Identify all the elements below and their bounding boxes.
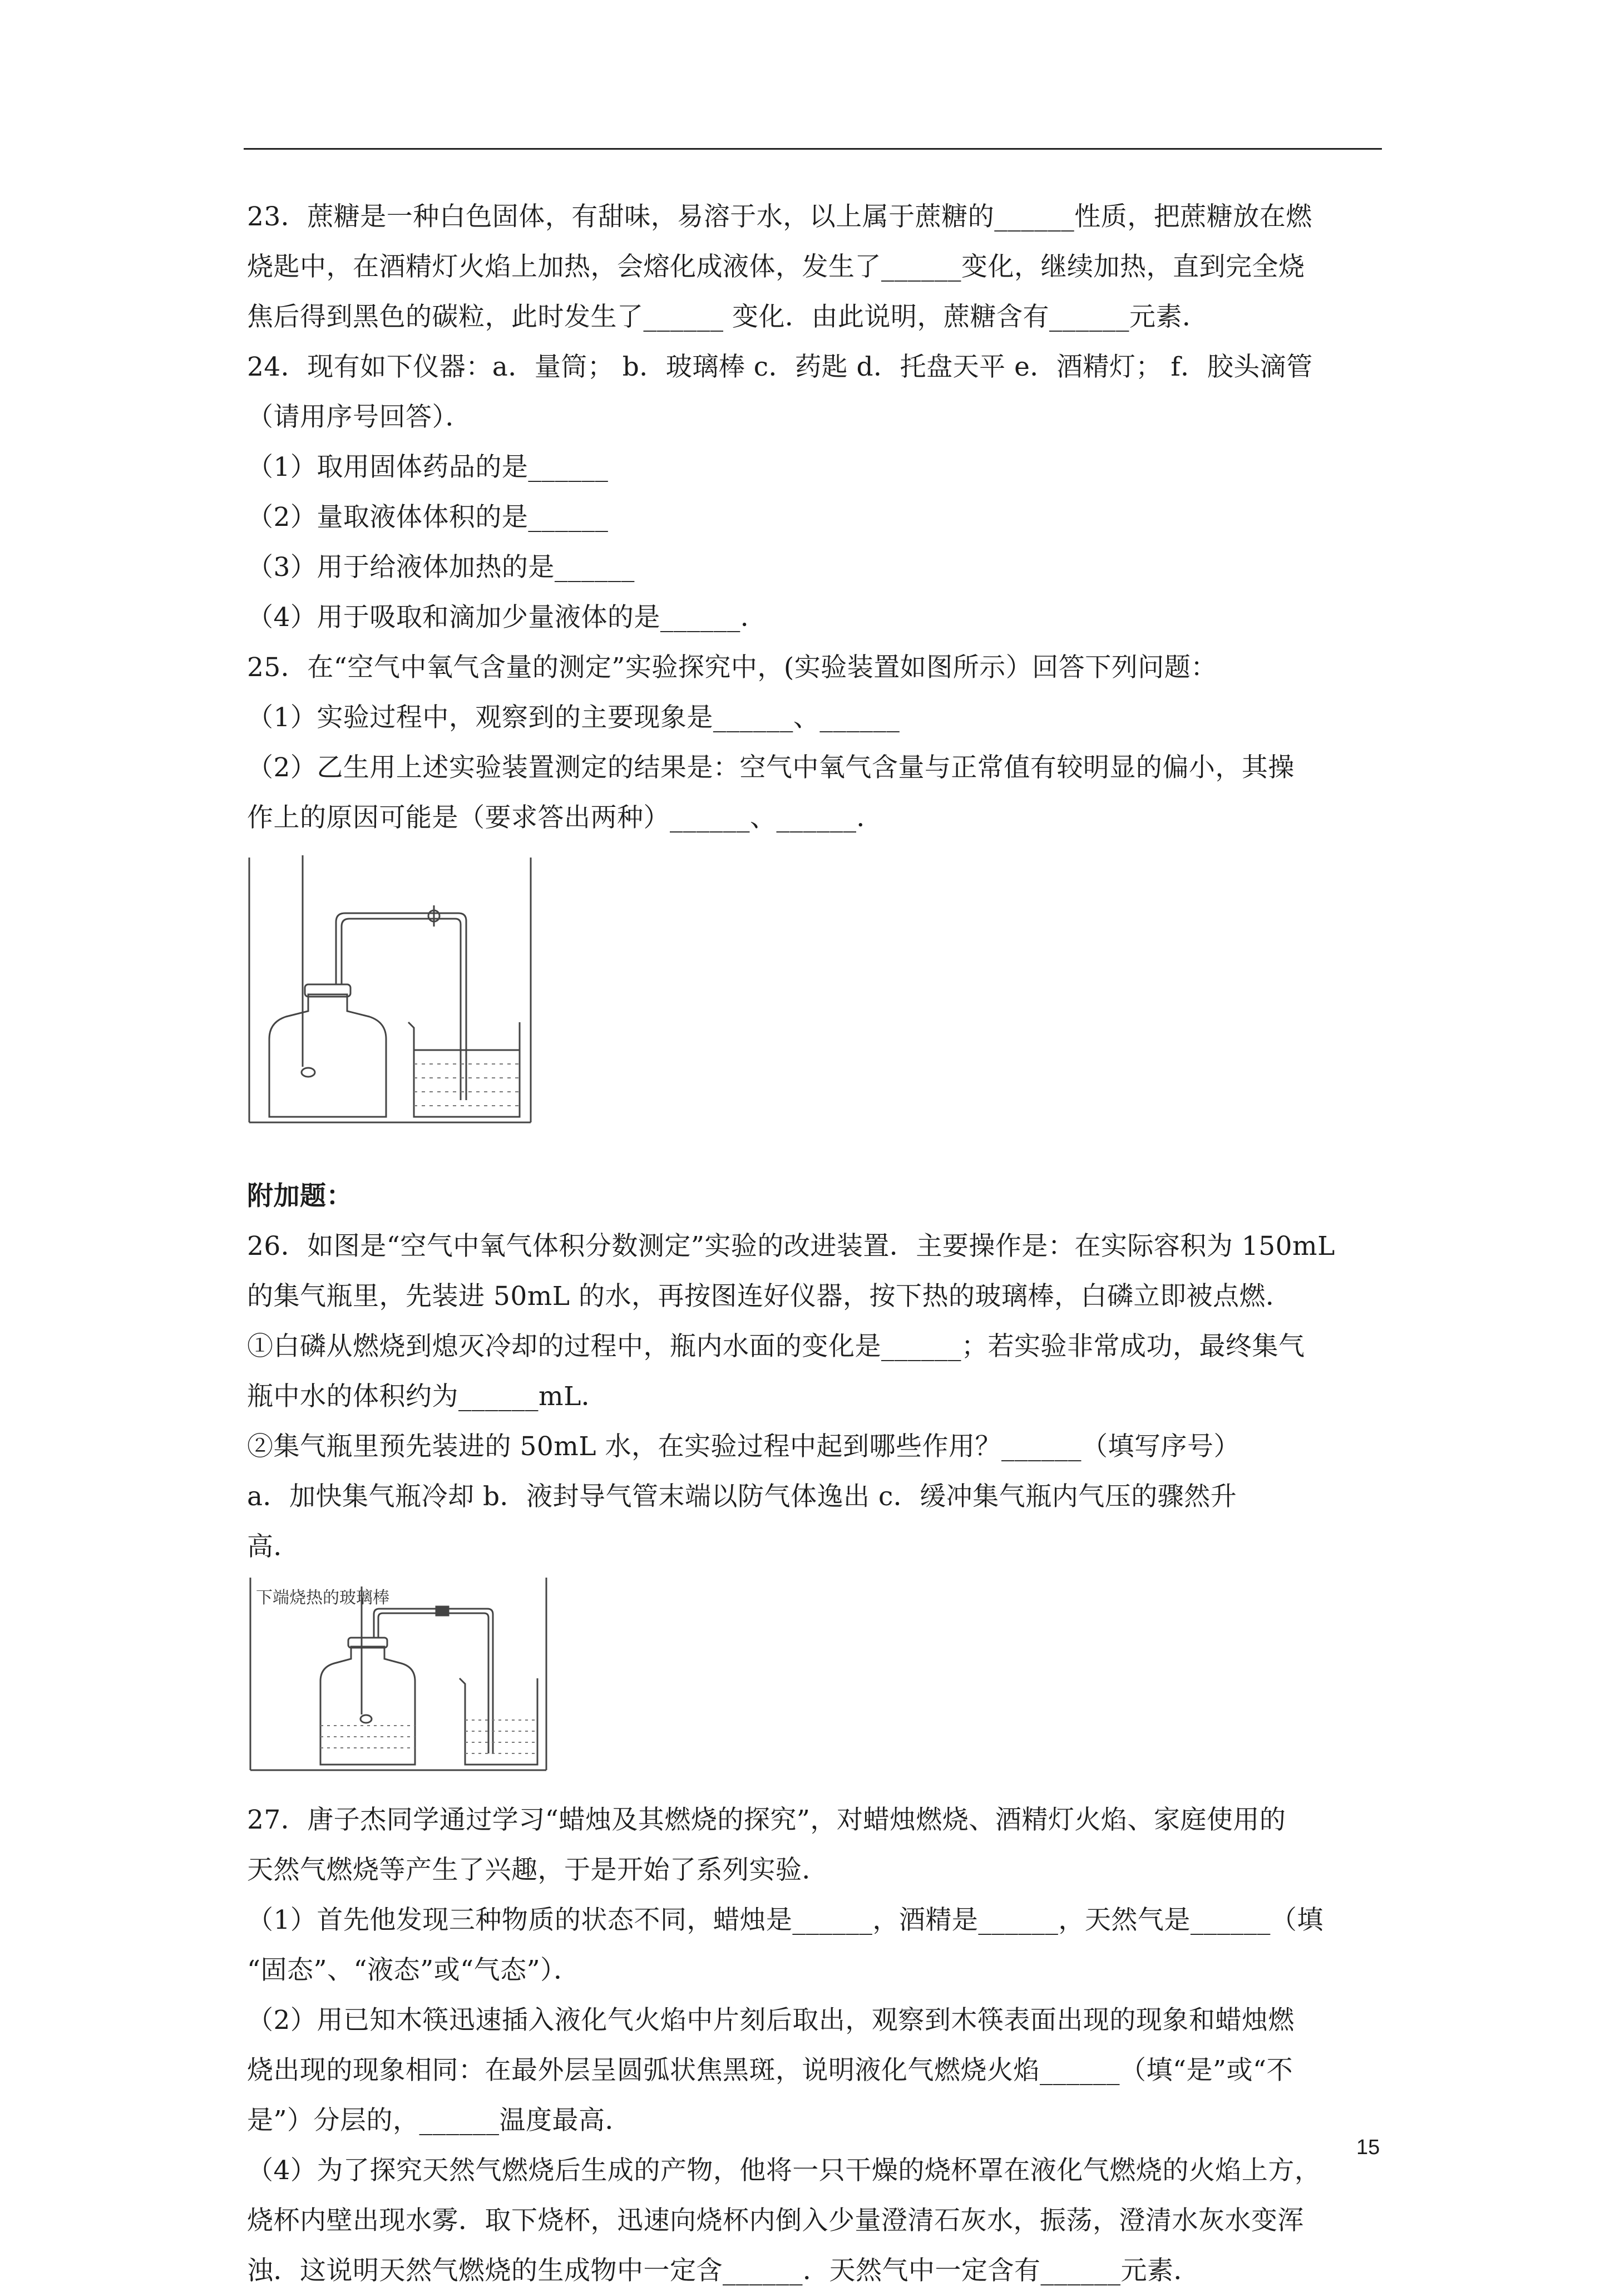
q26-line-2: 的集气瓶里，先装进 50mL 的水，再按图连好仪器，按下热的玻璃棒，白磷立即被点燃． bbox=[247, 1281, 1292, 1312]
extra-heading: 附加题： bbox=[247, 1181, 353, 1211]
q25-item-2b: 作上的原因可能是（要求答出两种）______、______． bbox=[247, 802, 883, 833]
page-number: 15 bbox=[1356, 2136, 1380, 2159]
q26-line-6: a．加快集气瓶冷却 b．液封导气管末端以防气体逸出 c．缓冲集气瓶内气压的骤然升 bbox=[247, 1481, 1237, 1512]
q27-line-3: （1）首先他发现三种物质的状态不同，蜡烛是______，酒精是______，天然气是______（填 bbox=[247, 1905, 1323, 1935]
q27-line-9: 烧杯内壁出现水雾．取下烧杯，迅速向烧杯内倒入少量澄清石灰水，振荡，澄清水灰水变浑 bbox=[247, 2205, 1304, 2236]
figure2-label: 下端烧热的玻璃棒 bbox=[256, 1588, 389, 1608]
q26-line-4: 瓶中水的体积约为______mL． bbox=[247, 1381, 608, 1412]
q27-line-1: 27．唐子杰同学通过学习“蜡烛及其燃烧的探究”，对蜡烛燃烧、酒精灯火焰、家庭使用的 bbox=[247, 1805, 1286, 1835]
q26-line-1: 26．如图是“空气中氧气体积分数测定”实验的改进装置．主要操作是：在实际容积为 150mL bbox=[247, 1231, 1335, 1262]
header-rule bbox=[244, 148, 1382, 150]
q24-item-3: （3）用于给液体加热的是______ bbox=[247, 552, 635, 583]
q24-item-4: （4）用于吸取和滴加少量液体的是______． bbox=[247, 602, 767, 633]
q27-line-8: （4）为了探究天然气燃烧后生成的产物，他将一只干燥的烧杯罩在液化气燃烧的火焰上方， bbox=[247, 2155, 1321, 2186]
q27-line-6: 烧出现的现象相同：在最外层呈圆弧状焦黑斑，说明液化气燃烧火焰______（填“是”或“不 bbox=[247, 2055, 1293, 2086]
q25-line-1: 25．在“空气中氧气含量的测定”实验探究中，(实验装置如图所示）回答下列问题： bbox=[247, 652, 1217, 683]
q25-item-1: （1）实验过程中，观察到的主要现象是______、______ bbox=[247, 702, 900, 733]
q26-line-7: 高． bbox=[247, 1531, 300, 1562]
q23-line-1: 23．蔗糖是一种白色固体，有甜味，易溶于水，以上属于蔗糖的______性质，把蔗糖放在燃 bbox=[247, 201, 1312, 232]
apparatus-figure-1 bbox=[247, 855, 533, 1125]
q27-line-4: “固态”、“液态”或“气态”）． bbox=[247, 1955, 580, 1985]
q24-item-2: （2）量取液体体积的是______ bbox=[247, 502, 609, 533]
q27-line-7: 是”）分层的，______温度最高． bbox=[247, 2105, 632, 2136]
q26-line-3: ①白磷从燃烧到熄灭冷却的过程中，瓶内水面的变化是______；若实验非常成功，最终集气 bbox=[247, 1331, 1305, 1362]
q25-item-2a: （2）乙生用上述实验装置测定的结果是：空气中氧气含量与正常值有较明显的偏小，其操 bbox=[247, 752, 1295, 783]
page-content bbox=[247, 192, 1382, 2296]
apparatus-figure-2 bbox=[248, 1575, 549, 1773]
q23-line-3: 焦后得到黑色的碳粒，此时发生了______ 变化．由此说明，蔗糖含有______元素． bbox=[247, 302, 1209, 332]
q27-line-2: 天然气燃烧等产生了兴趣，于是开始了系列实验． bbox=[247, 1855, 828, 1885]
q24-line-2: （请用序号回答）． bbox=[247, 402, 472, 432]
q26-line-5: ②集气瓶里预先装进的 50mL 水，在实验过程中起到哪些作用？______（填写序号） bbox=[247, 1431, 1240, 1462]
q24-line-1: 24．现有如下仪器：a．量筒； b．玻璃棒 c．药匙 d．托盘天平 e．酒精灯； f．胶头滴管 bbox=[247, 352, 1313, 382]
q24-item-1: （1）取用固体药品的是______ bbox=[247, 452, 609, 482]
q27-line-5: （2）用已知木筷迅速插入液化气火焰中片刻后取出，观察到木筷表面出现的现象和蜡烛燃 bbox=[247, 2005, 1295, 2036]
q27-line-10: 浊．这说明天然气燃烧的生成物中一定含______．天然气中一定含有______元素． bbox=[247, 2255, 1200, 2286]
q23-line-2: 烧匙中，在酒精灯火焰上加热，会熔化成液体，发生了______变化，继续加热，直到完全烧 bbox=[247, 252, 1305, 282]
